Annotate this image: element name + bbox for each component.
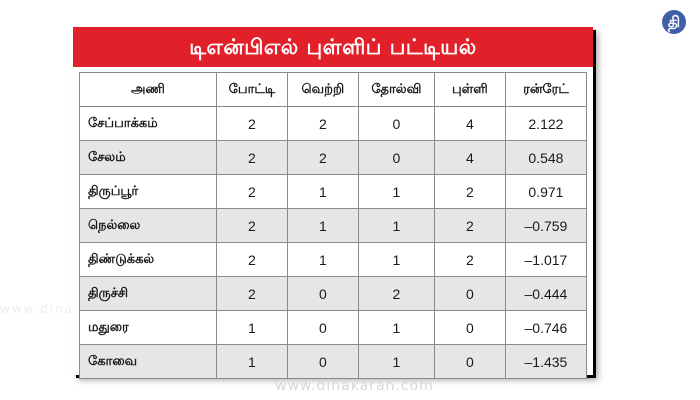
- cell-losses: 0: [358, 141, 434, 175]
- cell-losses: 1: [358, 311, 434, 345]
- table-row: [80, 107, 587, 141]
- cell-team: திண்டுக்கல்: [80, 243, 217, 277]
- cell-run-rate: 2.122: [505, 107, 586, 141]
- cell-team: மதுரை: [80, 311, 217, 345]
- cell-team: நெல்லை: [80, 209, 217, 243]
- cell-matches: 2: [216, 141, 287, 175]
- cell-points: 0: [434, 311, 505, 345]
- table-row: [80, 243, 587, 277]
- header-losses: தோல்வி: [358, 73, 434, 107]
- cell-losses: 1: [358, 345, 434, 379]
- cell-points: 2: [434, 243, 505, 277]
- header-row: [80, 73, 587, 107]
- cell-wins: 2: [287, 107, 358, 141]
- points-table: [79, 72, 587, 379]
- cell-points: 4: [434, 141, 505, 175]
- cell-losses: 1: [358, 209, 434, 243]
- cell-matches: 2: [216, 209, 287, 243]
- table-row: [80, 311, 587, 345]
- cell-losses: 1: [358, 175, 434, 209]
- cell-wins: 1: [287, 175, 358, 209]
- cell-run-rate: –0.444: [505, 277, 586, 311]
- cell-points: 0: [434, 277, 505, 311]
- cell-run-rate: –1.435: [505, 345, 586, 379]
- cell-wins: 1: [287, 243, 358, 277]
- table-row: [80, 209, 587, 243]
- cell-matches: 1: [216, 311, 287, 345]
- cell-matches: 1: [216, 345, 287, 379]
- cell-losses: 0: [358, 107, 434, 141]
- header-wins: வெற்றி: [287, 73, 358, 107]
- cell-wins: 0: [287, 345, 358, 379]
- cell-matches: 2: [216, 277, 287, 311]
- cell-wins: 2: [287, 141, 358, 175]
- header-run-rate: ரன்ரேட்: [505, 73, 586, 107]
- cell-team: சேலம்: [80, 141, 217, 175]
- header-points: புள்ளி: [434, 73, 505, 107]
- cell-matches: 2: [216, 107, 287, 141]
- table-wrapper: [73, 67, 593, 379]
- cell-run-rate: 0.548: [505, 141, 586, 175]
- cell-points: 4: [434, 107, 505, 141]
- cell-wins: 1: [287, 209, 358, 243]
- header-matches: போட்டி: [216, 73, 287, 107]
- cell-team: திருச்சி: [80, 277, 217, 311]
- table-title: டிஎன்பிஎல் புள்ளிப் பட்டியல்: [73, 27, 593, 67]
- table-row: [80, 141, 587, 175]
- header-team: அணி: [80, 73, 217, 107]
- cell-run-rate: 0.971: [505, 175, 586, 209]
- table-row: [80, 277, 587, 311]
- points-table-card: [73, 27, 593, 375]
- cell-run-rate: –0.746: [505, 311, 586, 345]
- publisher-logo: தி: [662, 10, 686, 34]
- cell-points: 2: [434, 209, 505, 243]
- cell-wins: 0: [287, 277, 358, 311]
- cell-run-rate: –0.759: [505, 209, 586, 243]
- cell-team: கோவை: [80, 345, 217, 379]
- cell-losses: 2: [358, 277, 434, 311]
- cell-points: 0: [434, 345, 505, 379]
- table-row: [80, 175, 587, 209]
- cell-run-rate: –1.017: [505, 243, 586, 277]
- cell-team: சேப்பாக்கம்: [80, 107, 217, 141]
- cell-losses: 1: [358, 243, 434, 277]
- table-row: [80, 345, 587, 379]
- cell-points: 2: [434, 175, 505, 209]
- site-watermark: www.dinakaran.com: [275, 378, 434, 394]
- cell-matches: 2: [216, 243, 287, 277]
- cell-matches: 2: [216, 175, 287, 209]
- cell-team: திருப்பூர்: [80, 175, 217, 209]
- cell-wins: 0: [287, 311, 358, 345]
